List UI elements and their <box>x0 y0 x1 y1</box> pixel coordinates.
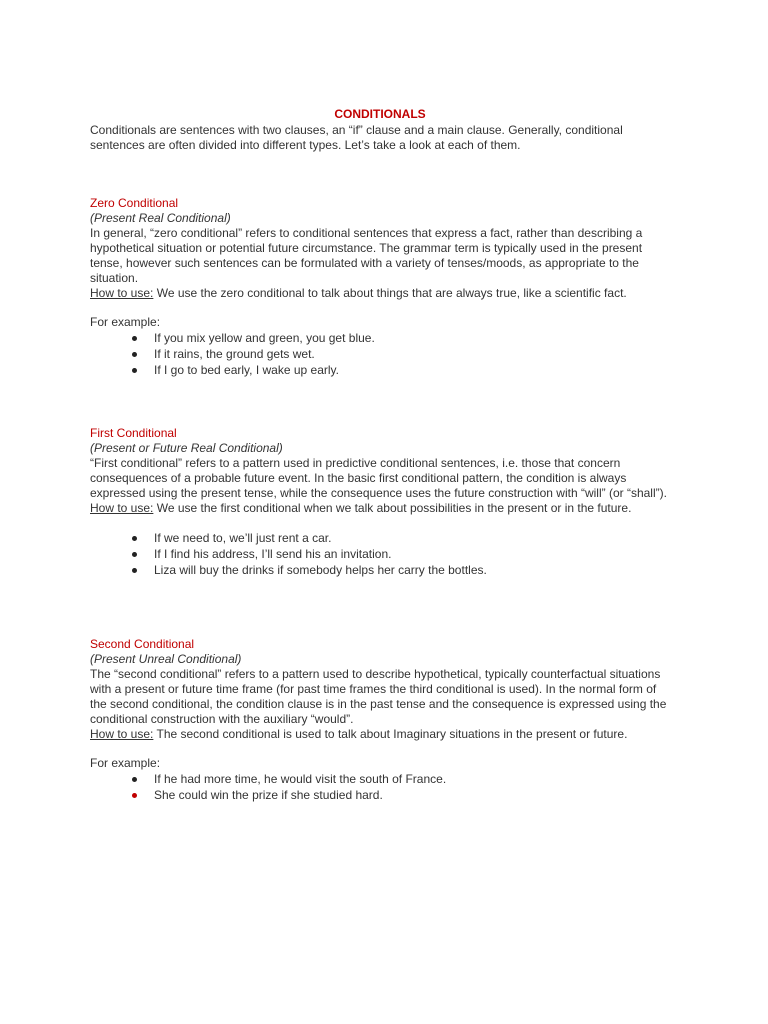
bullet-icon <box>132 552 137 557</box>
how-to-use-label: How to use: <box>90 286 154 300</box>
example-text: She could win the prize if she studied hard. <box>154 788 383 802</box>
list-item <box>90 546 670 562</box>
section-body: The “second conditional” refers to a pattern used to describe hypothetical, typically counterfactual situations with a present or future time frame (for past time frames the third conditional is used). In the normal form of the second conditional, the condition clause is in the past tense and the consequence is expressed using the conditional construction with the auxiliary “would”. <box>90 667 667 726</box>
bullet-icon <box>132 352 137 357</box>
example-text: If we need to, we’ll just rent a car. <box>154 531 332 545</box>
intro-paragraph: Conditionals are sentences with two clauses, an “if” clause and a main clause. Generally, conditional sentences are often divided into different types. Let’s take a look at each of them. <box>90 123 623 152</box>
list-item <box>90 787 670 803</box>
section-subtitle: (Present or Future Real Conditional) <box>90 441 283 455</box>
example-list <box>90 330 670 378</box>
example-text: If I go to bed early, I wake up early. <box>154 363 339 377</box>
bullet-icon <box>132 368 137 373</box>
document-title: CONDITIONALS <box>334 107 426 121</box>
section-title: Zero Conditional <box>90 196 179 210</box>
example-text: If you mix yellow and green, you get blue. <box>154 331 375 345</box>
example-text: If it rains, the ground gets wet. <box>154 347 315 361</box>
how-to-use-line <box>90 501 670 516</box>
example-list <box>90 771 670 803</box>
bullet-icon <box>132 793 137 798</box>
how-to-use-text: We use the zero conditional to talk about things that are always true, like a scientific fact. <box>153 286 627 300</box>
section-title: Second Conditional <box>90 637 195 651</box>
section-title: First Conditional <box>90 426 177 440</box>
example-text: If he had more time, he would visit the south of France. <box>154 772 447 786</box>
example-list <box>90 530 670 578</box>
list-item <box>90 771 670 787</box>
list-item <box>90 346 670 362</box>
how-to-use-line <box>90 286 670 301</box>
list-item <box>90 562 670 578</box>
section-zero-conditional <box>90 196 670 378</box>
how-to-use-label: How to use: <box>90 501 154 515</box>
how-to-use-text: The second conditional is used to talk about Imaginary situations in the present or future. <box>153 727 628 741</box>
for-example-label: For example: <box>90 315 161 329</box>
example-text: If I find his address, I’ll send his an invitation. <box>154 547 392 561</box>
section-first-conditional <box>90 426 670 578</box>
bullet-icon <box>132 568 137 573</box>
how-to-use-line <box>90 727 670 742</box>
section-body: “First conditional” refers to a pattern used in predictive conditional sentences, i.e. those that concern consequences of a probable future event. In the basic first conditional pattern, the condition is always expressed using the present tense, while the consequence uses the future construction with “will” (or “shall”). <box>90 456 667 500</box>
example-text: Liza will buy the drinks if somebody helps her carry the bottles. <box>154 563 487 577</box>
bullet-icon <box>132 336 137 341</box>
list-item <box>90 362 670 378</box>
bullet-icon <box>132 777 137 782</box>
section-subtitle: (Present Unreal Conditional) <box>90 652 242 666</box>
list-item <box>90 330 670 346</box>
bullet-icon <box>132 536 137 541</box>
list-item <box>90 530 670 546</box>
how-to-use-label: How to use: <box>90 727 154 741</box>
for-example-label: For example: <box>90 756 161 770</box>
section-subtitle: (Present Real Conditional) <box>90 211 231 225</box>
section-second-conditional <box>90 637 670 803</box>
how-to-use-text: We use the first conditional when we talk about possibilities in the present or in the future. <box>153 501 632 515</box>
section-body: In general, “zero conditional” refers to conditional sentences that express a fact, rather than describing a hypothetical situation or potential future circumstance. The grammar term is typically used in the present tense, however such sentences can be formulated with a variety of tenses/moods, as appropriate to the situation. <box>90 226 643 285</box>
